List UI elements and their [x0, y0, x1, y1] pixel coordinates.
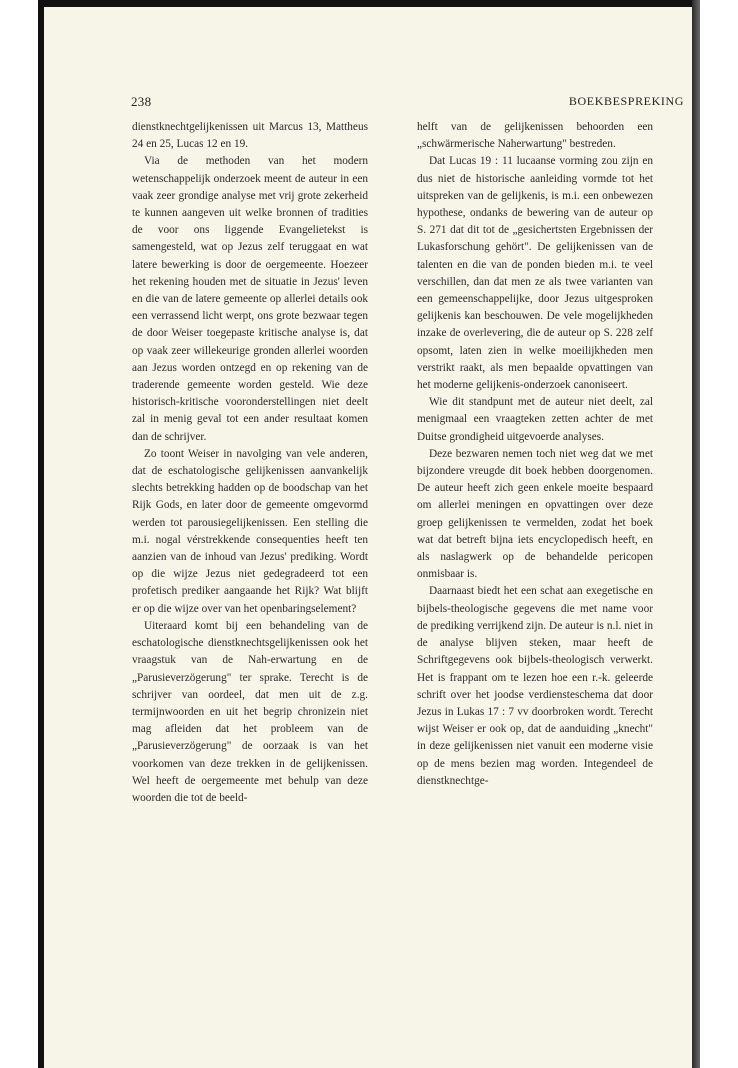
- paragraph: Dat Lucas 19 : 11 lucaanse vorming zou zijn en dus niet de historische aanleiding vormde tot het uitspreken van de gelijkenis, is m.i. een onbewezen hypothese, ondanks de bewering van de auteur op S. 271 dat dit tot de „gesichertsten Ergebnissen der Lukasforschung gehört". De gelijkenissen van de talenten en die van de ponden bieden m.i. te veel verschillen, dan dat men ze als twee varianten van een gemeenschappelijke, door Jezus uitgesproken gelijkenis kan beschouwen. De vele mogelijkheden inzake de overlevering, die de auteur op S. 228 zelf opsomt, laten zien in welke moeilijkheden men verstrikt raakt, als men bepaalde opvattingen van het moderne gelijkenis-onderzoek canoniseert.: [417, 155, 653, 392]
- left-column: [132, 119, 368, 807]
- paragraph: Wie dit standpunt met de auteur niet deelt, zal menigmaal een vraagteken zetten achter de met Duitse grondigheid uitgevoerde analyses.: [417, 396, 653, 443]
- running-head: BOEKBESPREKING: [568, 94, 684, 108]
- paragraph: helft van de gelijkenissen behoorden een „schwärmerische Naherwartung" bestreden.: [417, 121, 653, 151]
- paragraph: Via de methoden van het modern wetenschappelijk onderzoek meent de auteur in een vaak zeer grondige analyse met vrij grote zekerheid te kunnen aangeven uit welke bronnen of tradities de voor ons liggende Evangelietekst is samengesteld, wat op Jezus zelf teruggaat en wat latere bewerking is door de oergemeente. Hoezeer het rekening houden met de situatie in Jezus' leven en die van de latere gemeente op allerlei details ook een verrassend licht werpt, ons grote bezwaar tegen de door Weiser toegepaste kritische analyse is, dat op vaak zeer willekeurige gronden allerlei woorden aan Jezus worden ontzegd en op rekening van de traderende gemeente worden gesteld. Wie deze historisch-kritische vooronderstellingen niet deelt zal in menig geval tot een ander resultaat komen dan de schrijver.: [132, 155, 368, 443]
- right-column: [417, 119, 653, 790]
- scan-edge-right: [692, 0, 700, 1068]
- scan-edge-top: [38, 0, 700, 7]
- paragraph: Zo toont Weiser in navolging van vele anderen, dat de eschatologische gelijkenissen aanvankelijk slechts betrekking hadden op de boodschap van het Rijk Gods, en later door de gemeente omgevormd werden tot parousiegelijkenissen. Een stelling die m.i. nogal vérstrekkende consequenties heeft ten aanzien van de inhoud van Jezus' prediking. Wordt op die wijze Jezus niet gedegradeerd tot een profetisch prediker aangaande het Rijk? Wat blijft er op die wijze over van het openbaringselement?: [132, 447, 368, 615]
- paragraph: Deze bezwaren nemen toch niet weg dat we met bijzondere vreugde dit boek hebben doorgenomen. De auteur heeft zich geen enkele moeite bespaard om allerlei meningen en opvattingen over deze groep gelijkenissen te vermelden, zodat het boek wat dat betreft bijna iets encyclopedisch heeft, en als naslagwerk op de behandelde pericopen onmisbaar is.: [417, 447, 653, 581]
- paragraph: dienstknechtgelijkenissen uit Marcus 13, Mattheus 24 en 25, Lucas 12 en 19.: [132, 121, 368, 151]
- paragraph: Daarnaast biedt het een schat aan exegetische en bijbels-theologische gegevens die met name voor de prediking verrijkend zijn. De auteur is n.l. niet in de analyse blijven steken, maar heeft de Schriftgegevens ook bijbels-theologisch verwerkt. Het is frappant om te lezen hoe een r.-k. geleerde schrift over het joodse verdiensteschema dat door Jezus in Lukas 17 : 7 vv doorbroken wordt. Terecht wijst Weiser er ook op, dat de aanduiding „knecht" in deze gelijkenissen niet vanuit een moderne visie op de mens bezien mag worden. Integendeel de dienstknechtge-: [417, 585, 653, 787]
- book-page: [44, 7, 692, 1068]
- page-number: 238: [131, 94, 152, 109]
- paragraph: Uiteraard komt bij een behandeling van de eschatologische dienstknechtsgelijkenissen ook het vraagstuk van de Nah-erwartung en de „Parusieverzögerung" ter sprake. Terecht is de schrijver van oordeel, dat men uit de z.g. termijnwoorden en uit het begrip chronizein niet mag afleiden dat het probleem van de „Parusieverzögerung" de oorzaak is van het voorkomen van deze trekken in de gelijkenissen. Wel heeft de oergemeente met behulp van deze woorden die tot de beeld-: [132, 619, 368, 804]
